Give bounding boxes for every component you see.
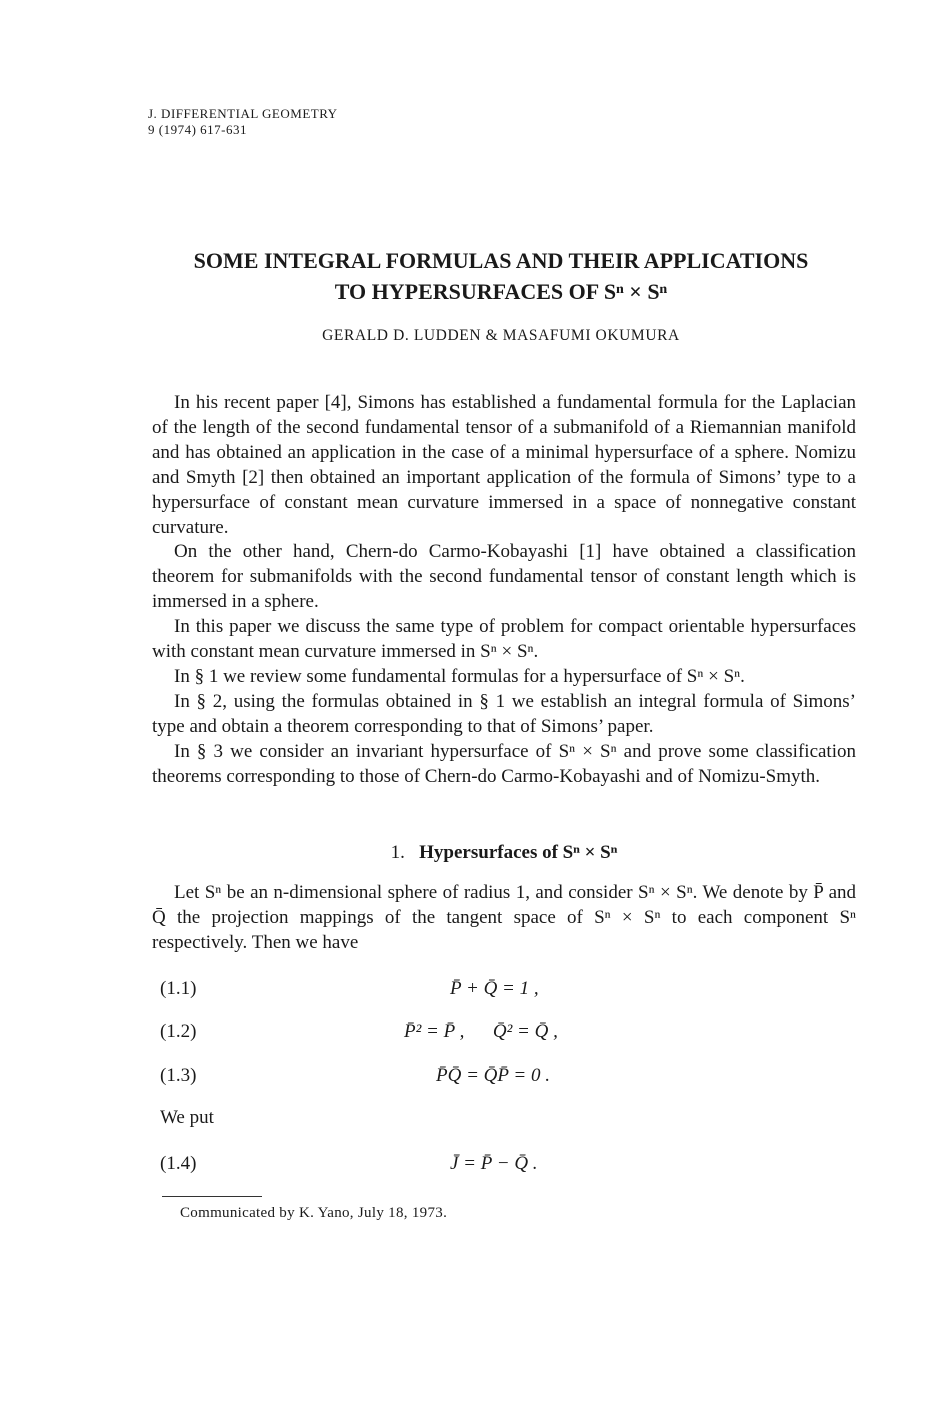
journal-header (148, 106, 338, 138)
equation-body: J̄ = P̄ − Q̄ . (450, 1153, 538, 1174)
equation-label: (1.4) (160, 1153, 197, 1174)
equation-body: P̄Q̄ = Q̄P̄ = 0 . (436, 1065, 550, 1086)
journal-volume: 9 (1974) 617-631 (148, 122, 247, 137)
we-put-text: We put (160, 1107, 214, 1128)
equation-body: P̄ + Q̄ = 1 , (450, 978, 539, 999)
equation-body: P̄² = P̄ , Q̄² = Q̄ , (404, 1021, 558, 1042)
paper-title-line-2: TO HYPERSURFACES OF Sⁿ × Sⁿ (334, 279, 668, 304)
intro-paragraph-2: On the other hand, Chern-do Carmo-Kobayashi [1] have obtained a classification theorem for submanifolds with the second fundamental tensor of constant length which is immersed in a sphere. (152, 541, 856, 612)
paper-title-line-1: SOME INTEGRAL FORMULAS AND THEIR APPLICATIONS (193, 248, 809, 273)
section-number: 1. (390, 842, 405, 863)
equation-label: (1.1) (160, 978, 197, 999)
equation-label: (1.3) (160, 1065, 197, 1086)
paper-authors: GERALD D. LUDDEN & MASAFUMI OKUMURA (322, 327, 680, 344)
footnote: Communicated by K. Yano, July 18, 1973. (180, 1205, 448, 1221)
journal-name: J. DIFFERENTIAL GEOMETRY (148, 106, 338, 121)
intro-paragraph-6: In § 3 we consider an invariant hypersurface of Sⁿ × Sⁿ and prove some classification theorems corresponding to those of Chern-do Carmo-Kobayashi and of Nomizu-Smyth. (152, 741, 856, 787)
intro-paragraph-3: In this paper we discuss the same type of problem for compact orientable hypersurfaces with constant mean curvature immersed in Sⁿ × Sⁿ. (152, 616, 856, 662)
intro-paragraph-5: In § 2, using the formulas obtained in § 1 we establish an integral formula of Simons’ type and obtain a theorem corresponding to that of Simons’ paper. (152, 691, 856, 737)
intro-paragraph-4: In § 1 we review some fundamental formulas for a hypersurface of Sⁿ × Sⁿ. (174, 666, 745, 687)
section-paragraph: Let Sⁿ be an n-dimensional sphere of radius 1, and consider Sⁿ × Sⁿ. We denote by P̄ and Q̄ the projection mappings of the tangent space of Sⁿ × Sⁿ to each component Sⁿ respectively. Then we have (152, 882, 856, 953)
section-heading (152, 842, 856, 864)
equation-label: (1.2) (160, 1021, 197, 1042)
footnote-rule (162, 1196, 262, 1197)
section-title: Hypersurfaces of Sⁿ × Sⁿ (419, 842, 618, 863)
intro-paragraph-1: In his recent paper [4], Simons has established a fundamental formula for the Laplacian of the length of the second fundamental tensor of a submanifold of a Riemannian manifold and has obtained an application in the case of a minimal hypersurface of a sphere. Nomizu and Smyth [2] then obtained an important application of the formula of Simons’ type to a hypersurface of constant mean curvature immersed in a space of nonnegative constant curvature. (152, 392, 856, 538)
